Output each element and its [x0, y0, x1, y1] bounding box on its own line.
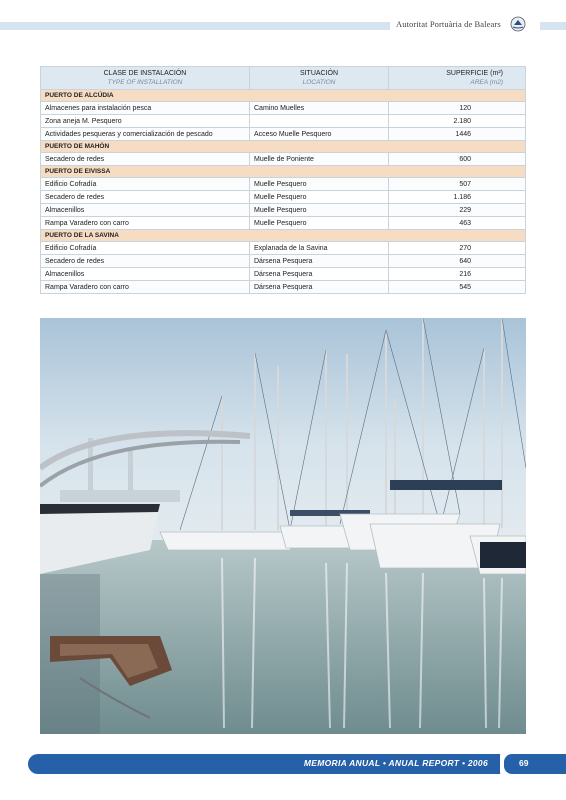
installation-type-cell: Rampa Varadero con carro — [41, 217, 250, 230]
port-name: PUERTO DE ALCÚDIA — [41, 90, 526, 102]
location-cell: Muelle Pesquero — [250, 217, 389, 230]
area-cell: 545 — [389, 281, 526, 294]
header-band-right — [540, 22, 566, 30]
installation-type-cell: Actividades pesqueras y comercialización de pescado — [41, 128, 250, 141]
location-cell — [250, 115, 389, 128]
page-header-title: Autoritat Portuària de Balears — [396, 19, 501, 29]
installation-type-cell: Almacenes para instalación pesca — [41, 102, 250, 115]
page-number: 69 — [519, 758, 529, 768]
location-cell: Dársena Pesquera — [250, 255, 389, 268]
port-authority-logo-icon — [510, 16, 526, 32]
area-cell: 507 — [389, 178, 526, 191]
table-row — [41, 242, 526, 255]
port-name: PUERTO DE LA SAVINA — [41, 230, 526, 242]
table-row — [41, 217, 526, 230]
column-header-location: SITUACIÓN LOCATION — [250, 67, 389, 90]
location-cell: Dársena Pesquera — [250, 268, 389, 281]
page-number-tab — [504, 754, 566, 774]
area-cell: 120 — [389, 102, 526, 115]
header-band — [0, 22, 390, 30]
table-row — [41, 268, 526, 281]
table-row — [41, 191, 526, 204]
installation-type-cell: Secadero de redes — [41, 255, 250, 268]
installation-type-cell: Edificio Cofradía — [41, 242, 250, 255]
area-cell: 1.186 — [389, 191, 526, 204]
installation-type-cell: Zona aneja M. Pesquero — [41, 115, 250, 128]
table-row — [41, 102, 526, 115]
footer-report-title: MEMORIA ANUAL • ANUAL REPORT • 2006 — [303, 758, 488, 768]
installation-type-cell: Rampa Varadero con carro — [41, 281, 250, 294]
table-group-row — [41, 90, 526, 102]
column-header-type: CLASE DE INSTALACIÓN TYPE OF INSTALLATION — [41, 67, 250, 90]
location-cell: Dársena Pesquera — [250, 281, 389, 294]
area-cell: 270 — [389, 242, 526, 255]
table-row — [41, 204, 526, 217]
installation-type-cell: Secadero de redes — [41, 153, 250, 166]
location-cell: Camino Muelles — [250, 102, 389, 115]
location-cell: Muelle Pesquero — [250, 178, 389, 191]
area-cell: 2.180 — [389, 115, 526, 128]
table-header-row — [41, 67, 526, 90]
table-row — [41, 128, 526, 141]
column-header-area: SUPERFICIE (m²) AREA (m2) — [389, 67, 526, 90]
table-group-row — [41, 166, 526, 178]
installation-type-cell: Almacenillos — [41, 204, 250, 217]
installation-type-cell: Almacenillos — [41, 268, 250, 281]
area-cell: 463 — [389, 217, 526, 230]
location-cell: Muelle de Poniente — [250, 153, 389, 166]
location-cell: Acceso Muelle Pesquero — [250, 128, 389, 141]
area-cell: 1446 — [389, 128, 526, 141]
location-cell: Muelle Pesquero — [250, 191, 389, 204]
installation-type-cell: Secadero de redes — [41, 191, 250, 204]
footer-band — [28, 754, 566, 774]
table-group-row — [41, 141, 526, 153]
table-row — [41, 281, 526, 294]
installation-type-cell: Edificio Cofradía — [41, 178, 250, 191]
area-cell: 640 — [389, 255, 526, 268]
port-name: PUERTO DE MAHÓN — [41, 141, 526, 153]
location-cell: Explanada de la Savina — [250, 242, 389, 255]
area-cell: 229 — [389, 204, 526, 217]
table-row — [41, 255, 526, 268]
area-cell: 216 — [389, 268, 526, 281]
table-group-row — [41, 230, 526, 242]
table-row — [41, 115, 526, 128]
table-row — [41, 178, 526, 191]
area-cell: 600 — [389, 153, 526, 166]
location-cell: Muelle Pesquero — [250, 204, 389, 217]
table-row — [41, 153, 526, 166]
port-name: PUERTO DE EIVISSA — [41, 166, 526, 178]
marina-sailboats-photo — [40, 318, 526, 734]
installations-table — [40, 66, 526, 294]
